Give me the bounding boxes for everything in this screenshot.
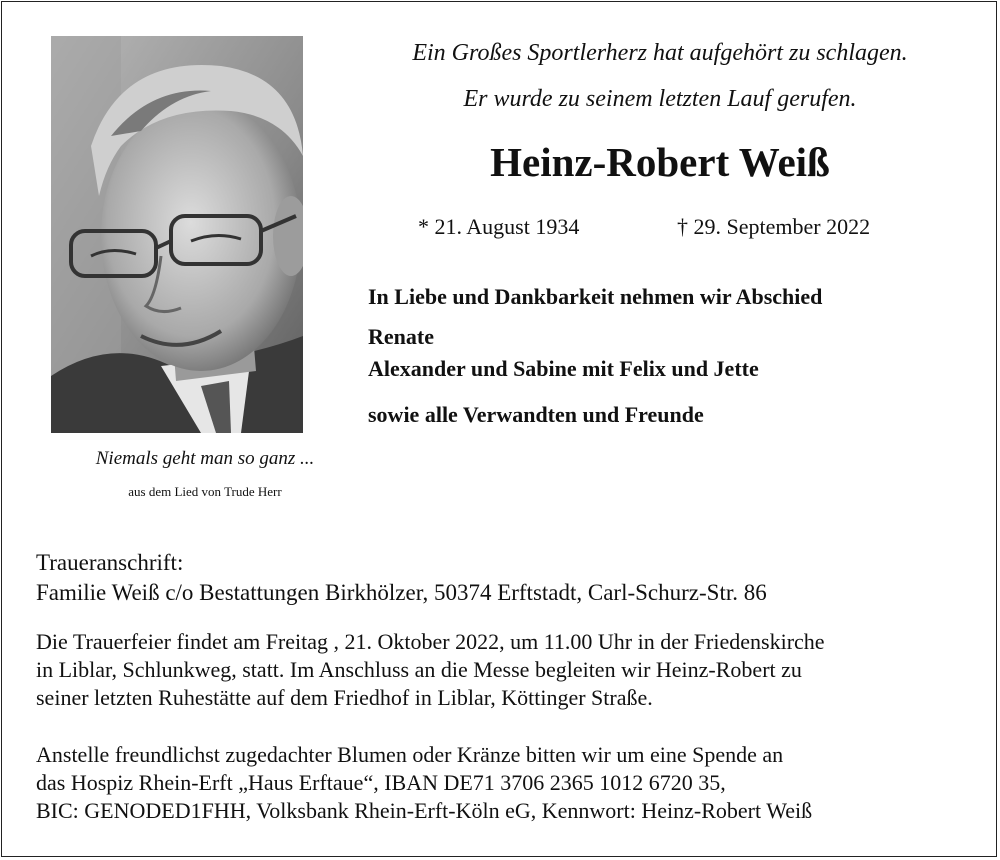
photo-caption-quote: Niemals geht man so ganz ...: [95, 448, 315, 469]
service-line-3: seiner letzten Ruhestätte auf dem Friedhof in Liblar, Köttinger Straße.: [36, 685, 653, 710]
mourner-line-3: sowie alle Verwandten und Freunde: [368, 402, 704, 427]
donation-line-3: BIC: GENODED1FHH, Volksbank Rhein-Erft-Köln eG, Kennwort: Heinz-Robert Weiß: [36, 798, 813, 823]
service-line-1: Die Trauerfeier findet am Freitag , 21. Oktober 2022, um 11.00 Uhr in der Friedenskirche: [36, 629, 825, 654]
motto-line-1: Ein Großes Sportlerherz hat aufgehört zu schlagen.: [412, 40, 908, 66]
portrait-illustration: [51, 36, 303, 433]
deceased-name: Heinz-Robert Weiß: [490, 139, 830, 185]
mourner-line-1: Renate: [368, 324, 434, 349]
portrait-photo: [51, 36, 303, 433]
donation-paragraph: [36, 741, 812, 825]
mourner-line-2: Alexander und Sabine mit Felix und Jette: [368, 356, 759, 381]
mourners-intro: In Liebe und Dankbarkeit nehmen wir Abschied: [368, 284, 823, 309]
service-paragraph: [36, 628, 825, 712]
donation-line-2: das Hospiz Rhein-Erft „Haus Erftaue“, IBAN DE71 3706 2365 1012 6720 35,: [36, 770, 726, 795]
address-label: Traueranschrift:: [36, 550, 184, 575]
donation-line-1: Anstelle freundlichst zugedachter Blumen oder Kränze bitten wir um eine Spende an: [36, 742, 784, 767]
service-line-2: in Liblar, Schlunkweg, statt. Im Anschluss an die Messe begleiten wir Heinz-Robert zu: [36, 657, 802, 682]
photo-caption-source: aus dem Lied von Trude Herr: [128, 484, 282, 499]
birth-date: * 21. August 1934: [418, 214, 580, 239]
death-date: † 29. September 2022: [677, 214, 871, 239]
motto-line-2: Er wurde zu seinem letzten Lauf gerufen.: [463, 86, 857, 112]
address-line: Familie Weiß c/o Bestattungen Birkhölzer, 50374 Erftstadt, Carl-Schurz-Str. 86: [36, 580, 767, 605]
